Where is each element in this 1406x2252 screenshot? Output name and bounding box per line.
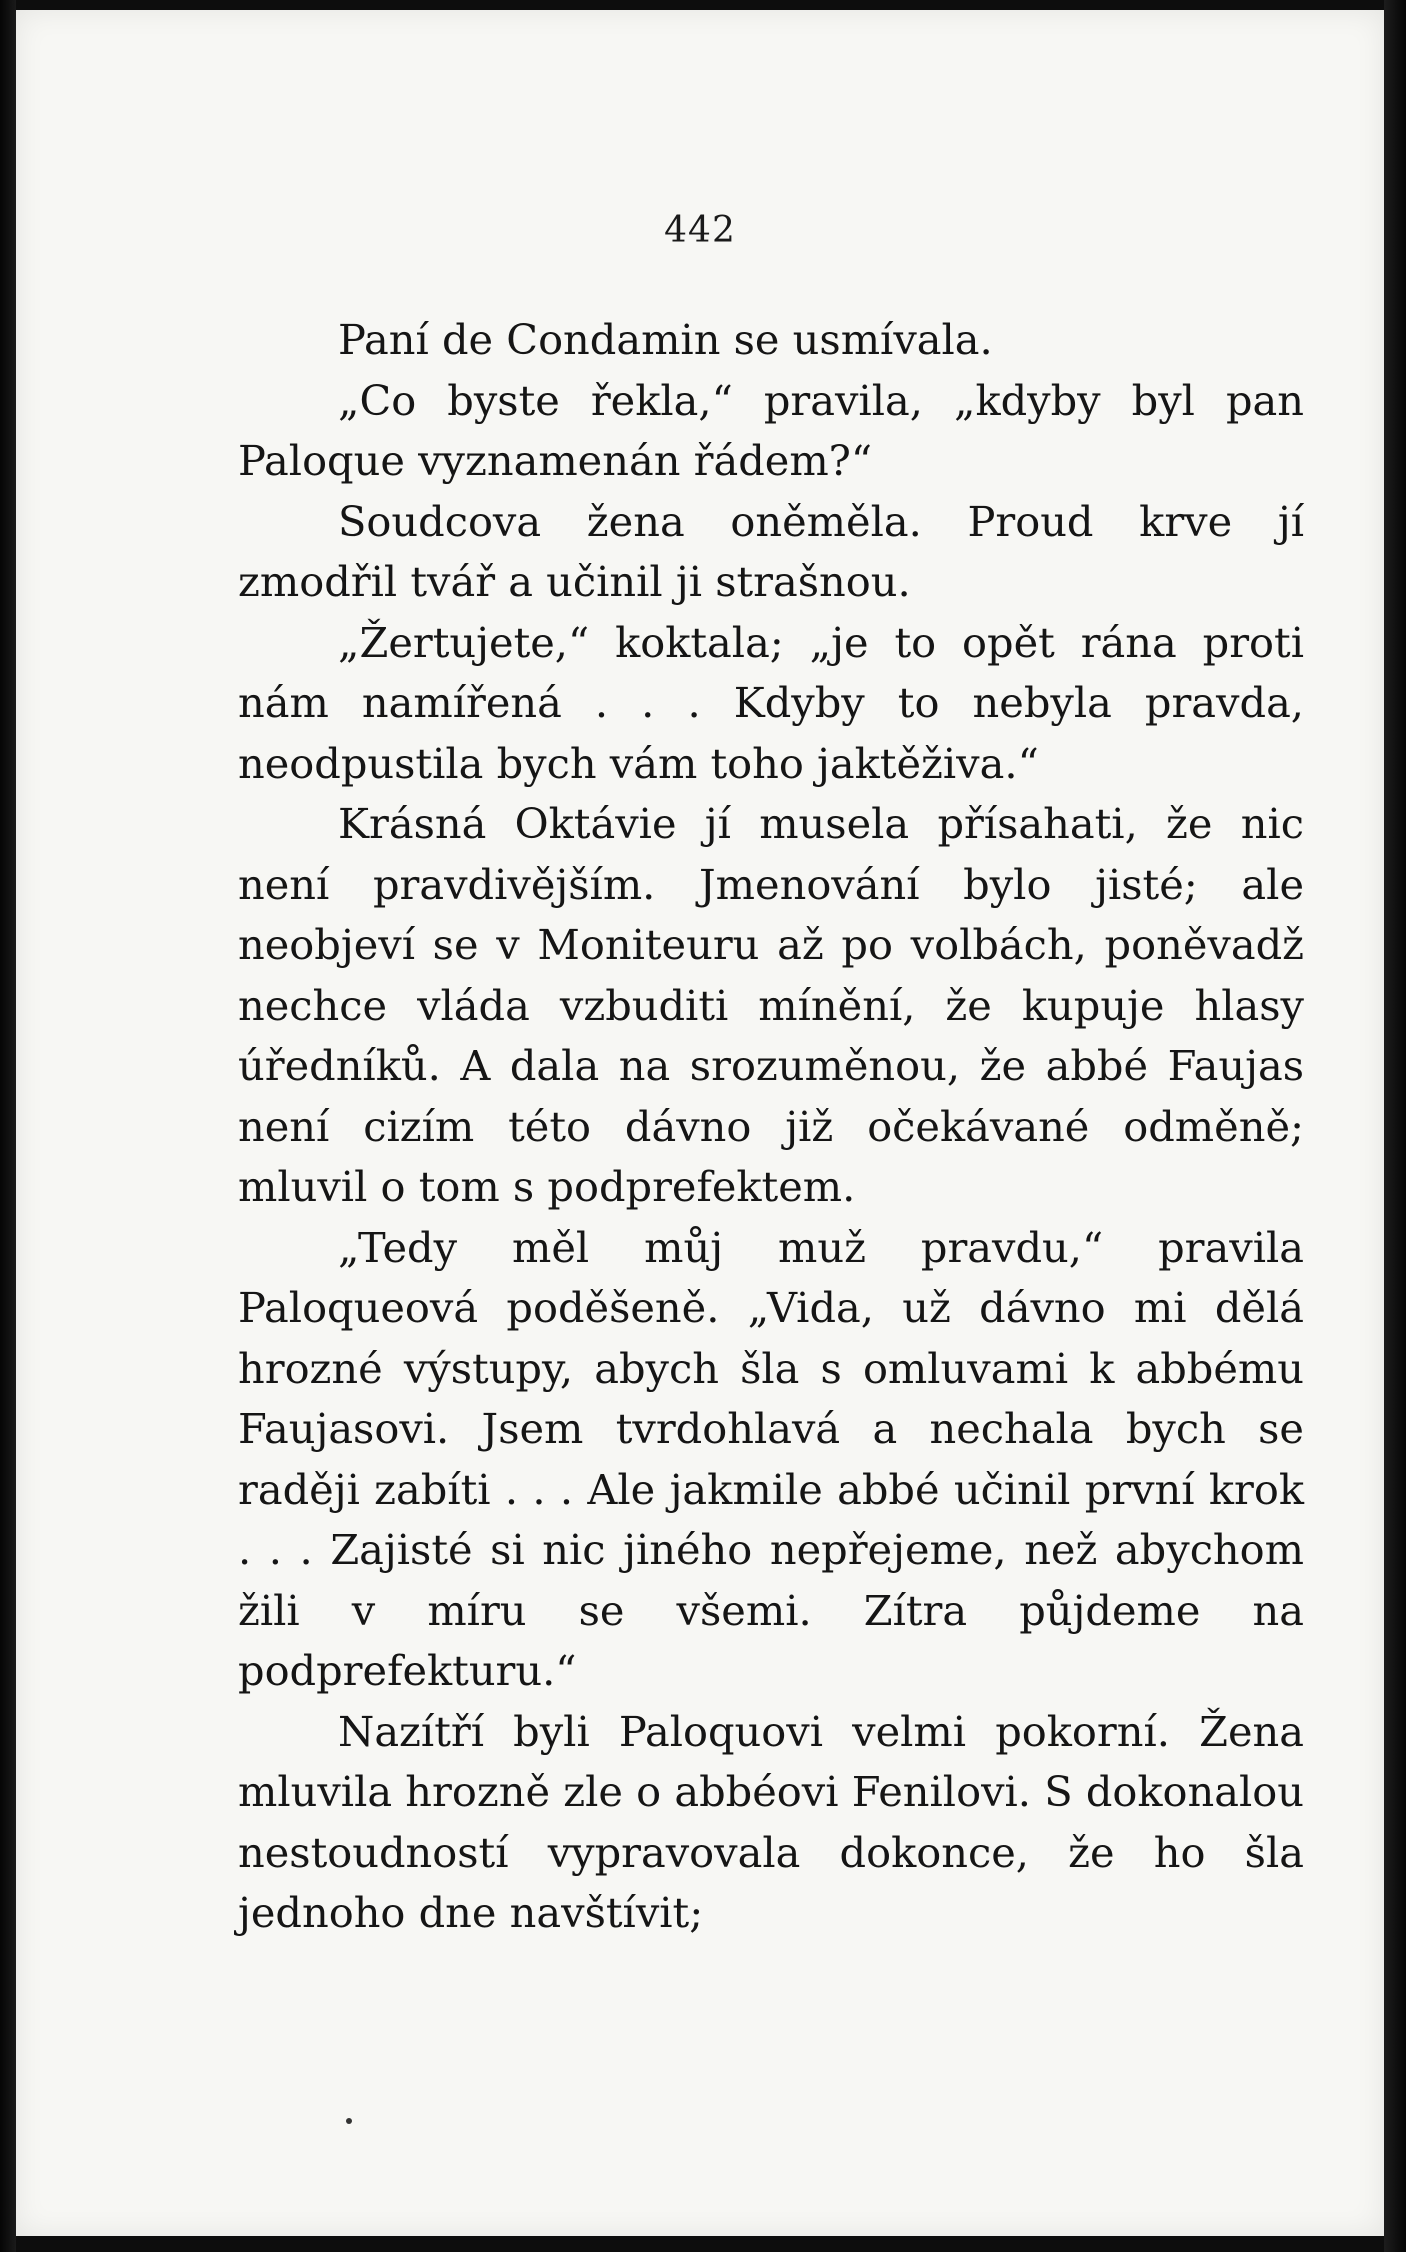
paragraph-5: Krásná Oktávie jí musela přísahati, že nic není pravdivějším. Jmenování bylo jisté; ale neobjeví se v Moniteuru až po volbách, poněvadž nechce vláda vzbuditi mínění, že kupuje hlasy úředníků. A dala na srozuměnou, že abbé Faujas není cizím této dávno již očekávané odměně; mluvil o tom s podprefektem. — [238, 799, 1304, 1211]
paragraph-7: Nazítří byli Paloquovi velmi pokorní. Žena mluvila hrozně zle o abbéovi Fenilovi. S dokonalou nestoudností vypravovala dokonce, že ho šla jednoho dne navštívit; — [238, 1706, 1304, 1937]
scan-right-edge — [1384, 0, 1406, 2252]
body-text — [238, 310, 1304, 1944]
paragraph-4: „Žertujete,“ koktala; „je to opět rána proti nám namířená . . . Kdyby to nebyla pravda, neodpustila bych vám toho jaktěživa.“ — [238, 617, 1304, 788]
book-page — [16, 10, 1384, 2236]
paragraph-2: „Co byste řekla,“ pravila, „kdyby byl pan Paloque vyznamenán řádem?“ — [238, 375, 1304, 485]
ink-speck — [346, 2118, 352, 2124]
page-number: 442 — [664, 210, 736, 251]
paragraph-3: Soudcova žena oněměla. Proud krve jí zmodřil tvář a učinil ji strašnou. — [238, 496, 1304, 606]
paragraph-6: „Tedy měl můj muž pravdu,“ pravila Paloqueová poděšeně. „Vida, už dávno mi dělá hrozné výstupy, abych šla s omluvami k abbému Faujasovi. Jsem tvrdohlavá a nechala bych se raději zabíti . . . Ale jakmile abbé učinil první krok . . . Zajisté si nic jiného nepřejeme, než abychom žili v míru se všemi. Zítra půjdeme na podprefekturu.“ — [238, 1222, 1304, 1695]
paragraph-1: Paní de Condamin se usmívala. — [338, 315, 993, 364]
scan-left-edge — [0, 0, 16, 2252]
